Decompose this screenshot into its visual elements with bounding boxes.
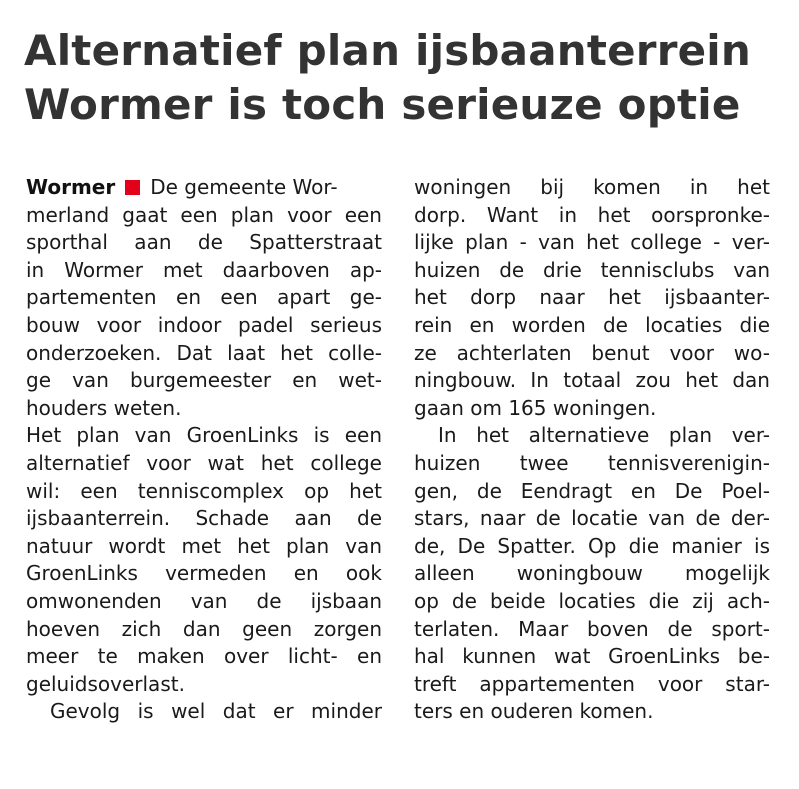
text-line: de, De Spatter. Op die manier is: [414, 533, 770, 558]
lead-line: [26, 174, 382, 202]
text-line: alleen woningbouw mogelijk: [414, 561, 770, 586]
text-line: In het alternatieve plan ver-: [438, 423, 770, 448]
text-line: gaan om 165 woningen.: [414, 395, 657, 420]
text-line: ze achterlaten benut voor wo-: [414, 340, 770, 365]
text-line: stars, naar de locatie van de der-: [414, 506, 770, 531]
text-line: natuur wordt met het plan van: [26, 533, 382, 558]
text-line: huizen de drie tennisclubs van: [414, 257, 770, 282]
article-column-right: [414, 174, 770, 726]
red-square-marker: [125, 180, 140, 195]
text-line: sporthal aan de Spatterstraat: [26, 230, 382, 255]
text-line: lijke plan - van het college - ver-: [414, 230, 770, 255]
text-line: geluidsoverlast.: [26, 671, 185, 696]
text-line: partementen en een apart ge-: [26, 285, 382, 310]
text-line: alternatief voor wat het college: [26, 450, 382, 475]
text-line: houders weten.: [26, 395, 182, 420]
dateline: Wormer: [26, 175, 116, 199]
headline-line: Alternatief plan ijsbaanterrein: [24, 26, 752, 75]
text-line: merland gaat een plan voor een: [26, 202, 382, 227]
lead-text: De gemeente Wor-: [150, 175, 338, 199]
text-line: ijsbaanterrein. Schade aan de: [26, 506, 382, 531]
text-line: bouw voor indoor padel serieus: [26, 312, 382, 337]
text-line: Gevolg is wel dat er minder: [50, 699, 382, 724]
text-line: hal kunnen wat GroenLinks be-: [414, 644, 770, 669]
text-line: wil: een tenniscomplex op het: [26, 478, 382, 503]
headline-line: Wormer is toch serieuze optie: [24, 80, 741, 129]
text-line: ningbouw. In totaal zou het dan: [414, 368, 770, 393]
text-line: op de beide locaties die zij ach-: [414, 588, 770, 613]
text-line: gen, de Eendragt en De Poel-: [414, 478, 770, 503]
article-column-left: [26, 174, 382, 726]
text-line: omwonenden van de ijsbaan: [26, 588, 382, 613]
text-line: ters en ouderen komen.: [414, 699, 654, 724]
text-line: terlaten. Maar boven de sport-: [414, 616, 770, 641]
text-line: treft appartementen voor star-: [414, 671, 770, 696]
text-line: in Wormer met daarboven ap-: [26, 257, 382, 282]
text-line: rein en worden de locaties die: [414, 312, 770, 337]
text-line: GroenLinks vermeden en ook: [26, 561, 382, 586]
text-line: huizen twee tennisverenigin-: [414, 450, 770, 475]
text-line: Het plan van GroenLinks is een: [26, 423, 382, 448]
text-line: woningen bij komen in het: [414, 175, 770, 199]
headline: [24, 24, 784, 132]
text-line: onderzoeken. Dat laat het colle-: [26, 340, 382, 365]
text-line: dorp. Want in het oorspronke-: [414, 202, 770, 227]
text-line: meer te maken over licht- en: [26, 644, 382, 669]
text-line: hoeven zich dan geen zorgen: [26, 616, 382, 641]
text-line: ge van burgemeester en wet-: [26, 368, 382, 393]
text-line: het dorp naar het ijsbaanter-: [414, 285, 770, 310]
